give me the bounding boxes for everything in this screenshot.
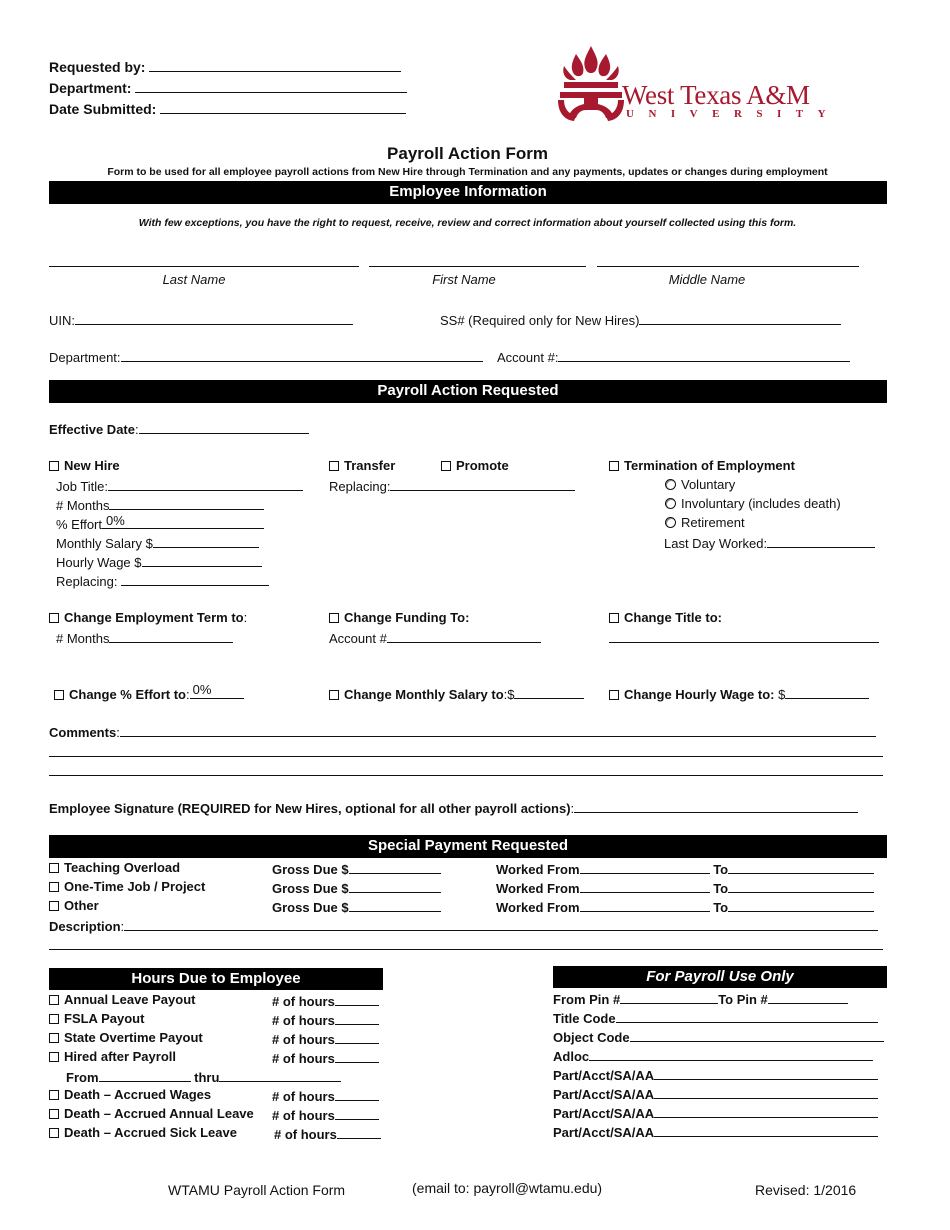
death-accrued-wages-checkbox[interactable] — [49, 1087, 211, 1103]
part-acct-label: Part/Acct/SA/AA — [553, 1068, 655, 1083]
logo-sub: UNIVERSITY — [626, 108, 841, 120]
pin-field[interactable] — [553, 990, 848, 1008]
change-salary-checkbox[interactable]: Change Monthly Salary to:$ — [329, 685, 584, 703]
thru-label: thru — [194, 1070, 220, 1085]
signature-label: Employee Signature (REQUIRED for New Hires, optional for all other payroll actions) — [49, 801, 571, 816]
change-term-months-field[interactable] — [56, 629, 233, 647]
other-checkbox[interactable] — [49, 898, 99, 914]
part-acct-input[interactable] — [654, 1104, 878, 1118]
department-header-field[interactable] — [49, 79, 407, 96]
gross-due-label: Gross Due $ — [272, 900, 349, 915]
hours-field-4[interactable] — [272, 1049, 379, 1067]
death-accrued-sick-leave-label: Death – Accrued Sick Leave — [64, 1125, 237, 1140]
date-submitted-label: Date Submitted: — [49, 101, 157, 117]
employee-info-heading: Employee Information — [49, 181, 887, 204]
transfer-label: Transfer — [344, 458, 396, 473]
part-acct-field-3[interactable] — [553, 1104, 878, 1122]
transfer-replacing-field[interactable] — [329, 477, 575, 495]
from-pin-label: From Pin # — [553, 992, 621, 1007]
monthly-salary-label: Monthly Salary $ — [56, 536, 153, 551]
worked-from-field-2[interactable] — [496, 879, 874, 897]
hours-label: # of hours — [274, 1127, 337, 1142]
hours-input[interactable] — [335, 1106, 379, 1120]
to-pin-label: To Pin # — [718, 992, 768, 1007]
worked-from-input[interactable] — [580, 879, 710, 893]
fsla-payout-label: FSLA Payout — [64, 1011, 145, 1026]
hours-input[interactable] — [335, 1087, 379, 1101]
footer-form-name: WTAMU Payroll Action Form — [168, 1182, 346, 1198]
special-payment-heading: Special Payment Requested — [49, 835, 887, 858]
department-input[interactable] — [121, 348, 483, 362]
annual-leave-payout-label: Annual Leave Payout — [64, 992, 196, 1007]
department-header-input[interactable] — [135, 79, 407, 93]
hours-field-1[interactable] — [272, 992, 379, 1010]
hourly-wage-input[interactable] — [142, 553, 262, 567]
gross-due-field-1[interactable] — [272, 860, 441, 878]
uin-field[interactable] — [49, 311, 353, 329]
hours-field-2[interactable] — [272, 1011, 379, 1029]
change-funding-account-label: Account # — [329, 631, 387, 646]
part-acct-field-4[interactable] — [553, 1123, 878, 1141]
worked-from-label: Worked From — [496, 881, 580, 896]
adloc-input[interactable] — [589, 1047, 873, 1061]
gross-due-input[interactable] — [349, 898, 441, 912]
change-funding-checkbox[interactable] — [329, 610, 469, 626]
logo-name: West Texas A&M — [622, 80, 810, 110]
job-title-field[interactable] — [56, 477, 303, 495]
death-accrued-annual-leave-checkbox[interactable] — [49, 1106, 254, 1122]
comments-input[interactable] — [120, 723, 876, 737]
last-day-input[interactable] — [767, 534, 875, 548]
checkbox-icon — [49, 1109, 59, 1119]
effective-date-label: Effective Date — [49, 422, 135, 437]
part-acct-label: Part/Acct/SA/AA — [553, 1087, 655, 1102]
checkbox-icon — [49, 863, 59, 873]
job-title-input[interactable] — [108, 477, 303, 491]
to-input[interactable] — [728, 898, 874, 912]
effort-field[interactable] — [56, 515, 264, 533]
change-funding-account-field[interactable] — [329, 629, 541, 647]
change-funding-label: Change Funding To: — [344, 610, 470, 625]
hired-after-payroll-checkbox[interactable] — [49, 1049, 176, 1065]
promote-label: Promote — [456, 458, 509, 473]
retirement-label: Retirement — [681, 515, 745, 530]
change-effort-input[interactable] — [190, 682, 244, 699]
other-label: Other — [64, 898, 99, 913]
effective-date-field[interactable]: Effective Date: — [49, 420, 309, 438]
job-title-label: Job Title: — [56, 479, 109, 494]
comments-field[interactable]: Comments: — [49, 723, 876, 741]
account-label: Account #: — [497, 350, 559, 365]
footer-email: (email to: payroll@wtamu.edu) — [412, 1180, 603, 1196]
from-pin-input[interactable] — [620, 990, 718, 1004]
ss-field[interactable] — [440, 311, 841, 329]
gross-due-input[interactable] — [349, 860, 441, 874]
last-name-input[interactable] — [49, 266, 359, 267]
title-code-field[interactable] — [553, 1009, 878, 1027]
change-hourly-input[interactable] — [785, 685, 869, 699]
change-effort-value: 0% — [192, 682, 212, 697]
requested-by-input[interactable] — [149, 58, 401, 72]
involuntary-label: Involuntary (includes death) — [681, 496, 841, 511]
gross-due-input[interactable] — [349, 879, 441, 893]
new-hire-checkbox[interactable] — [49, 458, 120, 474]
date-submitted-field[interactable] — [49, 100, 406, 117]
first-name-label: First Name — [432, 272, 496, 287]
hours-label: # of hours — [272, 1032, 335, 1047]
checkbox-icon — [329, 461, 339, 471]
transfer-replacing-input[interactable] — [390, 477, 575, 491]
ss-input[interactable] — [639, 311, 841, 325]
voluntary-radio[interactable] — [665, 477, 735, 493]
change-term-checkbox[interactable]: Change Employment Term to: — [49, 610, 247, 626]
checkbox-icon — [49, 1052, 59, 1062]
part-acct-input[interactable] — [654, 1123, 878, 1137]
part-acct-label: Part/Acct/SA/AA — [553, 1125, 655, 1140]
description-input[interactable] — [124, 917, 878, 931]
radio-icon — [665, 517, 676, 528]
part-acct-label: Part/Acct/SA/AA — [553, 1106, 655, 1121]
payroll-action-heading: Payroll Action Requested — [49, 380, 887, 403]
uin-label: UIN: — [49, 313, 75, 328]
effort-value: 0% — [106, 513, 125, 528]
worked-from-field-1[interactable] — [496, 860, 874, 878]
checkbox-icon — [329, 690, 339, 700]
change-salary-label: Change Monthly Salary to — [344, 687, 504, 702]
last-name-label: Last Name — [162, 272, 226, 287]
description-field[interactable]: Description: — [49, 917, 878, 935]
gross-due-field-2[interactable] — [272, 879, 441, 897]
to-label: To — [713, 862, 729, 877]
teaching-overload-checkbox[interactable] — [49, 860, 180, 876]
transfer-checkbox[interactable] — [329, 458, 395, 474]
change-funding-account-input[interactable] — [387, 629, 541, 643]
to-label: To — [713, 881, 729, 896]
effort-input[interactable] — [102, 515, 264, 529]
hours-label: # of hours — [272, 1051, 335, 1066]
change-title-input[interactable] — [609, 642, 879, 643]
new-hire-replacing-field[interactable] — [56, 572, 269, 590]
footer-revised: Revised: 1/2016 — [755, 1182, 857, 1198]
signature-input[interactable] — [574, 799, 858, 813]
change-term-label: Change Employment Term to — [64, 610, 244, 625]
new-hire-replacing-label: Replacing: — [56, 574, 118, 589]
checkbox-icon — [49, 613, 59, 623]
involuntary-radio[interactable] — [665, 496, 841, 512]
first-name-input[interactable] — [369, 266, 586, 267]
fsla-payout-checkbox[interactable] — [49, 1011, 144, 1027]
new-hire-label: New Hire — [64, 458, 120, 473]
worked-from-field-3[interactable] — [496, 898, 874, 916]
to-pin-input[interactable] — [768, 990, 848, 1004]
from-input[interactable] — [99, 1068, 191, 1082]
change-effort-checkbox[interactable]: Change % Effort to: 0% — [54, 685, 244, 703]
department-header-label: Department: — [49, 80, 132, 96]
change-hourly-label: Change Hourly Wage to: — [624, 687, 775, 702]
hours-field-6[interactable] — [272, 1106, 379, 1124]
change-salary-input[interactable] — [514, 685, 584, 699]
new-hire-replacing-input[interactable] — [121, 572, 269, 586]
checkbox-icon — [609, 461, 619, 471]
object-code-input[interactable] — [630, 1028, 884, 1042]
last-day-label: Last Day Worked: — [664, 536, 768, 551]
adloc-label: Adloc — [553, 1049, 590, 1064]
signature-field[interactable]: Employee Signature (REQUIRED for New Hires, optional for all other payroll actions): — [49, 799, 858, 817]
checkbox-icon — [49, 1090, 59, 1100]
title-code-label: Title Code — [553, 1011, 616, 1026]
death-accrued-wages-label: Death – Accrued Wages — [64, 1087, 212, 1102]
middle-name-label: Middle Name — [668, 272, 746, 287]
from-label: From — [66, 1070, 99, 1085]
to-input[interactable] — [728, 860, 874, 874]
change-hourly-checkbox[interactable]: Change Hourly Wage to: $ — [609, 685, 869, 703]
to-label: To — [713, 900, 729, 915]
change-term-months-input[interactable] — [109, 629, 233, 643]
hours-input[interactable] — [335, 992, 379, 1006]
description-label: Description — [49, 919, 121, 934]
department-label: Department: — [49, 350, 121, 365]
checkbox-icon — [329, 613, 339, 623]
effort-label: % Effort — [56, 517, 103, 532]
hired-from-thru-field[interactable] — [66, 1068, 341, 1086]
death-accrued-annual-leave-label: Death – Accrued Annual Leave — [64, 1106, 254, 1121]
effective-date-input[interactable] — [139, 420, 309, 434]
page-subtitle: Form to be used for all employee payroll actions from New Hire through Termination and any payments, updates or changes during employment — [107, 166, 828, 178]
radio-icon — [665, 498, 676, 509]
part-acct-field-2[interactable] — [553, 1085, 878, 1103]
hours-label: # of hours — [272, 1013, 335, 1028]
gross-due-label: Gross Due $ — [272, 881, 349, 896]
adloc-field[interactable] — [553, 1047, 873, 1065]
worked-from-input[interactable] — [580, 860, 710, 874]
object-code-label: Object Code — [553, 1030, 630, 1045]
hours-input[interactable] — [335, 1030, 379, 1044]
voluntary-label: Voluntary — [681, 477, 736, 492]
hours-field-5[interactable] — [272, 1087, 379, 1105]
checkbox-icon — [49, 901, 59, 911]
part-acct-field-1[interactable] — [553, 1066, 878, 1084]
hours-input[interactable] — [337, 1125, 381, 1139]
change-effort-label: Change % Effort to — [69, 687, 186, 702]
payroll-use-heading: For Payroll Use Only — [553, 966, 887, 988]
middle-name-input[interactable] — [597, 266, 859, 267]
title-code-input[interactable] — [616, 1009, 878, 1023]
last-day-field[interactable] — [664, 534, 875, 552]
hourly-wage-label: Hourly Wage $ — [56, 555, 142, 570]
change-term-months-label: # Months — [56, 631, 110, 646]
hourly-wage-field[interactable] — [56, 553, 262, 571]
checkbox-icon — [49, 1014, 59, 1024]
transfer-replacing-label: Replacing: — [329, 479, 391, 494]
monthly-salary-input[interactable] — [153, 534, 259, 548]
hours-label: # of hours — [272, 1089, 335, 1104]
promote-checkbox[interactable] — [441, 458, 509, 474]
hours-input[interactable] — [335, 1049, 379, 1063]
gross-due-field-3[interactable] — [272, 898, 441, 916]
checkbox-icon — [49, 882, 59, 892]
teaching-overload-label: Teaching Overload — [64, 860, 181, 875]
comments-label: Comments — [49, 725, 117, 740]
hours-field-7[interactable] — [274, 1125, 381, 1143]
requested-by-label: Requested by: — [49, 59, 146, 75]
ss-label: SS# (Required only for New Hires) — [440, 313, 640, 328]
hours-field-3[interactable] — [272, 1030, 379, 1048]
worked-from-input[interactable] — [580, 898, 710, 912]
hours-input[interactable] — [335, 1011, 379, 1025]
privacy-notice: With few exceptions, you have the right to request, receive, review and correct information about yourself collected using this form. — [138, 217, 797, 229]
description-line-2[interactable] — [49, 949, 883, 950]
death-accrued-sick-leave-checkbox[interactable] — [49, 1125, 237, 1141]
hours-label: # of hours — [272, 1108, 335, 1123]
termination-checkbox[interactable] — [609, 458, 795, 474]
account-field[interactable] — [497, 348, 850, 366]
hired-after-payroll-label: Hired after Payroll — [64, 1049, 176, 1064]
months-field[interactable] — [56, 496, 264, 514]
thru-input[interactable] — [219, 1068, 341, 1082]
part-acct-input[interactable] — [654, 1085, 878, 1099]
change-title-checkbox[interactable] — [609, 610, 722, 626]
account-input[interactable] — [558, 348, 850, 362]
annual-leave-payout-checkbox[interactable] — [49, 992, 195, 1008]
retirement-radio[interactable] — [665, 515, 745, 531]
checkbox-icon — [441, 461, 451, 471]
monthly-salary-field[interactable] — [56, 534, 259, 552]
worked-from-label: Worked From — [496, 862, 580, 877]
uin-input[interactable] — [75, 311, 353, 325]
comments-line-3[interactable] — [49, 775, 883, 776]
requested-by-field[interactable] — [49, 58, 401, 75]
to-input[interactable] — [728, 879, 874, 893]
checkbox-icon — [609, 613, 619, 623]
comments-line-2[interactable] — [49, 756, 883, 757]
state-overtime-payout-checkbox[interactable] — [49, 1030, 203, 1046]
object-code-field[interactable] — [553, 1028, 884, 1046]
months-input[interactable] — [109, 496, 264, 510]
months-label: # Months — [56, 498, 110, 513]
change-title-label: Change Title to: — [624, 610, 722, 625]
checkbox-icon — [54, 690, 64, 700]
flame-seal-icon — [556, 44, 626, 122]
checkbox-icon — [609, 690, 619, 700]
termination-label: Termination of Employment — [624, 458, 795, 473]
department-field[interactable] — [49, 348, 483, 366]
wtamu-logo — [556, 44, 841, 124]
radio-icon — [665, 479, 676, 490]
one-time-job-label: One-Time Job / Project — [64, 879, 206, 894]
page-title: Payroll Action Form — [387, 144, 548, 163]
checkbox-icon — [49, 1128, 59, 1138]
part-acct-input[interactable] — [654, 1066, 878, 1080]
checkbox-icon — [49, 995, 59, 1005]
checkbox-icon — [49, 461, 59, 471]
date-submitted-input[interactable] — [160, 100, 406, 114]
hours-label: # of hours — [272, 994, 335, 1009]
one-time-job-checkbox[interactable] — [49, 879, 205, 895]
checkbox-icon — [49, 1033, 59, 1043]
state-overtime-payout-label: State Overtime Payout — [64, 1030, 203, 1045]
gross-due-label: Gross Due $ — [272, 862, 349, 877]
worked-from-label: Worked From — [496, 900, 580, 915]
hours-due-heading: Hours Due to Employee — [49, 968, 383, 990]
